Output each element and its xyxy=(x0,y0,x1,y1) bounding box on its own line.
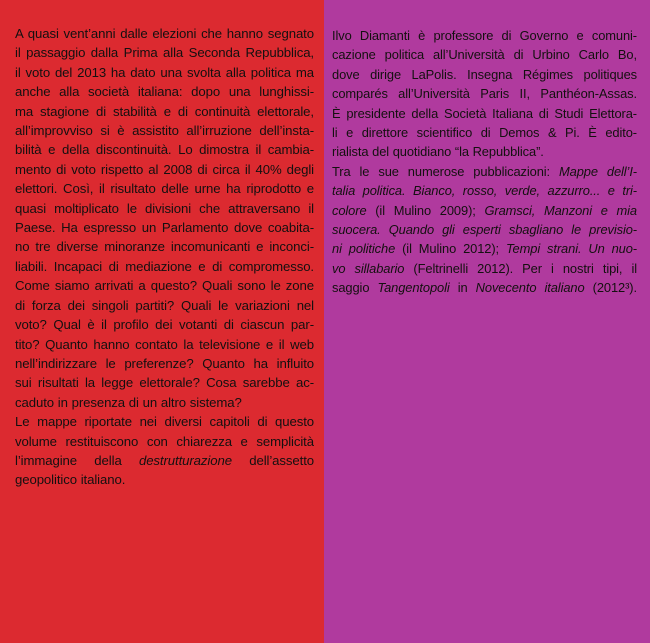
text-line xyxy=(15,199,314,218)
italic-text-segment: ni politiche xyxy=(332,241,396,257)
text-segment: ma stagione di stabilità e di continuità elettorale, xyxy=(15,103,314,119)
text-segment: Ilvo Diamanti è professore di Governo e comuni- xyxy=(332,28,637,43)
text-line xyxy=(15,237,314,256)
text-line xyxy=(332,181,637,200)
right-panel-author-bio xyxy=(324,0,650,643)
text-line xyxy=(15,470,314,489)
text-line xyxy=(15,257,314,276)
text-line xyxy=(332,84,637,103)
text-line xyxy=(15,393,314,412)
text-segment: il passaggio dalla Prima alla Seconda Repubblica, xyxy=(15,45,314,61)
text-segment: Come siamo arrivati a questo? Quali sono le zone xyxy=(15,278,314,294)
text-line xyxy=(332,220,637,239)
text-line xyxy=(15,432,314,451)
italic-text-segment: Novecento italiano xyxy=(475,280,585,296)
text-line xyxy=(332,65,637,84)
text-segment: voto? Qual è il profilo dei votanti di ciascun par- xyxy=(15,317,314,333)
text-segment: rialista del quotidiano “la Repubblica”. xyxy=(332,144,544,160)
italic-text-segment: Gramsci, Manzoni e mia xyxy=(484,202,637,218)
text-segment: (2012³). xyxy=(584,280,637,296)
text-segment: comparés all’Università Paris II, Panthéon-Assas. xyxy=(332,86,637,102)
text-line xyxy=(15,24,314,43)
italic-text-segment: Tangentopoli xyxy=(377,280,450,296)
text-segment: volume restituiscono con chiarezza e semplicità xyxy=(15,433,314,449)
text-line xyxy=(332,259,637,278)
text-segment: dove dirige LaPolis. Insegna Régimes politiques xyxy=(332,66,637,82)
italic-text-segment: talia politica. Bianco, rosso, verde, azzurro... e tri- xyxy=(332,183,637,199)
text-segment: nell’indirizzare le preferenze? Quanto ha influito xyxy=(15,355,314,371)
left-panel-book-description xyxy=(0,0,324,643)
text-segment: all’improvviso si è assistito all’irruzione dell’insta- xyxy=(15,123,314,139)
text-line xyxy=(15,276,314,295)
text-segment: tito? Quanto hanno contato la televisione e il web xyxy=(15,336,314,352)
text-line xyxy=(15,160,314,179)
text-line xyxy=(15,140,314,159)
text-segment: quasi moltiplicato le divisioni che attraversano il xyxy=(15,200,314,216)
text-segment: di forza dei singoli partiti? Quali le variazioni nel xyxy=(15,297,314,313)
text-segment: cazione politica all’Università di Urbino Carlo Bo, xyxy=(332,47,637,63)
text-line xyxy=(332,278,637,297)
text-line xyxy=(15,121,314,140)
text-line xyxy=(15,451,314,470)
text-segment: Tra le sue numerose pubblicazioni: xyxy=(332,163,559,179)
text-line xyxy=(332,123,637,142)
text-segment: sui risultati la legge elettorale? Cosa sarebbe ac- xyxy=(15,375,314,391)
text-line xyxy=(15,296,314,315)
text-segment: l’immagine della xyxy=(15,452,139,468)
text-line xyxy=(15,179,314,198)
text-line xyxy=(15,102,314,121)
text-segment: liabili. Incapaci di mediazione e di compromesso. xyxy=(15,258,314,274)
text-line xyxy=(332,142,637,161)
text-segment: il voto del 2013 ha dato una svolta alla politica ma xyxy=(15,64,314,80)
text-line xyxy=(15,354,314,373)
text-segment: saggio xyxy=(332,280,378,296)
text-segment: (il Mulino 2012); xyxy=(395,241,506,257)
text-segment: dell’assetto xyxy=(231,452,314,468)
text-segment: caduto in presenza di un altro sistema? xyxy=(15,394,242,410)
text-segment: bilità e della discontinuità. Lo dimostra il cambia- xyxy=(15,142,314,158)
text-line xyxy=(332,104,637,123)
text-line xyxy=(332,239,637,258)
text-segment: anche alla società italiana: dopo una lunghissi- xyxy=(15,84,314,100)
text-segment: li e direttore scientifico di Demos & Pi. È edito- xyxy=(332,125,637,141)
text-line xyxy=(332,26,637,45)
text-segment: in xyxy=(449,280,476,296)
text-line xyxy=(332,45,637,64)
text-segment: elettori. Così, il risultato delle urne ha riprodotto e xyxy=(15,181,314,197)
text-line xyxy=(15,412,314,431)
text-line xyxy=(15,218,314,237)
text-line xyxy=(15,373,314,392)
text-line xyxy=(15,43,314,62)
italic-text-segment: colore xyxy=(332,202,367,218)
text-segment: Paese. Ha espresso un Parlamento dove coabita- xyxy=(15,220,314,236)
text-segment: A quasi vent’anni dalle elezioni che hanno segnato xyxy=(15,26,314,41)
italic-text-segment: Mappe dell’I- xyxy=(559,163,637,179)
text-segment: mento di voto rispetto al 2008 di circa il 40% degli xyxy=(15,161,314,177)
text-segment: È presidente della Società Italiana di Studi Elettora- xyxy=(332,105,637,121)
text-segment: (il Mulino 2009); xyxy=(366,202,485,218)
text-line xyxy=(15,82,314,101)
italic-text-segment: vo sillabario xyxy=(332,260,405,276)
italic-text-segment: destrutturazione xyxy=(138,452,232,468)
text-line xyxy=(332,162,637,181)
text-segment: geopolitico italiano. xyxy=(15,472,126,488)
text-line xyxy=(15,335,314,354)
italic-text-segment: suocera. Quando gli esperti sbagliano le previsio- xyxy=(332,222,637,238)
text-line xyxy=(332,201,637,220)
text-line xyxy=(15,315,314,334)
text-segment: (Feltrinelli 2012). Per i nostri tipi, il xyxy=(404,260,637,276)
italic-text-segment: Tempi strani. Un nuo- xyxy=(505,241,637,257)
text-segment: Le mappe riportate nei diversi capitoli di questo xyxy=(15,414,314,430)
text-line xyxy=(15,63,314,82)
text-segment: no tre diverse minoranze incomunicanti e inconci- xyxy=(15,239,314,255)
